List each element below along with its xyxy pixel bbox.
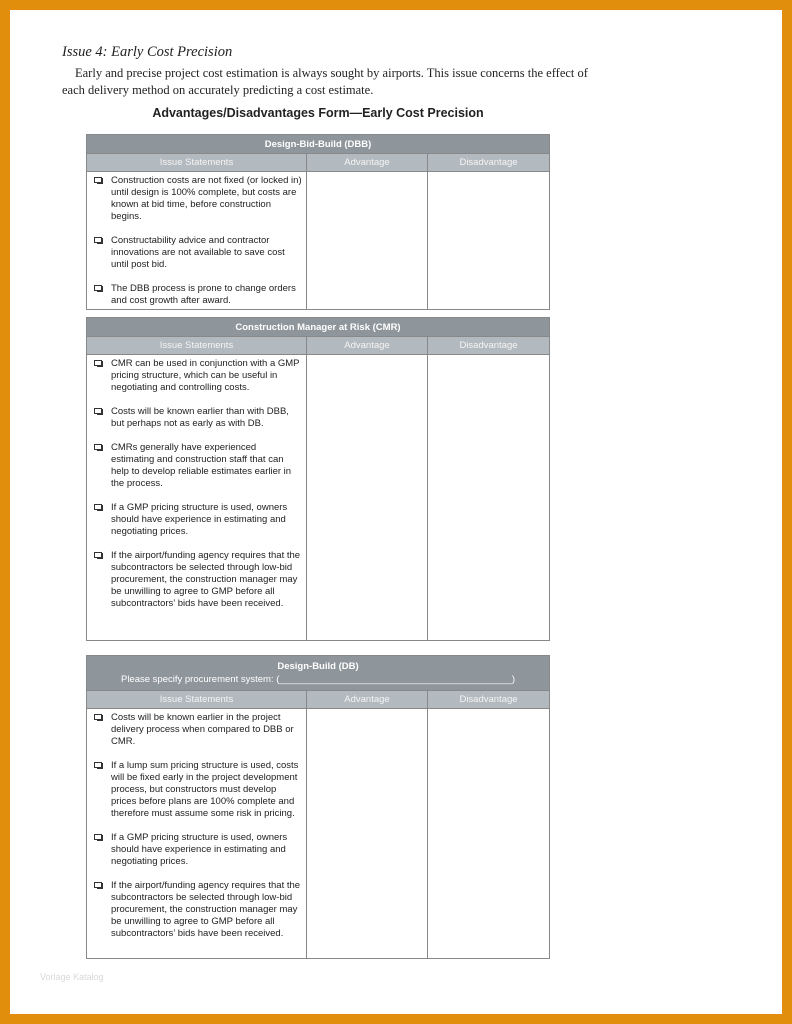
db-table-header	[87, 656, 550, 691]
issue-statements-header: Issue Statements	[87, 154, 307, 172]
checkbox-icon[interactable]	[94, 714, 102, 720]
statement-text: CMR can be used in conjunction with a GMP pricing structure, which can be useful in negotiating and controlling costs.	[111, 358, 300, 393]
statement-item	[92, 760, 302, 820]
checkbox-icon[interactable]	[94, 552, 102, 558]
intro-paragraph: Early and precise project cost estimation is always sought by airports. This issue concerns the effect of each delivery method on accurately predicting a cost estimate.	[62, 66, 588, 97]
issue-statements-header: Issue Statements	[87, 691, 307, 709]
statement-item	[92, 235, 302, 271]
checkbox-icon[interactable]	[94, 504, 102, 510]
statement-text: Costs will be known earlier than with DBB, but perhaps not as early as with DB.	[111, 406, 289, 429]
checkbox-icon[interactable]	[94, 177, 102, 183]
issue-title: Issue 4: Early Cost Precision	[62, 44, 233, 60]
cmr-statements-cell	[87, 355, 307, 641]
issue-statements-header: Issue Statements	[87, 337, 307, 355]
advantage-header: Advantage	[307, 337, 428, 355]
checkbox-icon[interactable]	[94, 444, 102, 450]
statement-text: If a GMP pricing structure is used, owners should have experience in estimating and negotiating prices.	[111, 502, 288, 537]
statement-item	[92, 712, 302, 748]
checkbox-icon[interactable]	[94, 237, 102, 243]
db-disadvantage-cell[interactable]	[428, 709, 550, 959]
statement-item	[92, 550, 302, 610]
statement-text: If the airport/funding agency requires that the subcontractors be selected through low-bid procurement, the construction manager may be unwilling to agree to GMP before all subcontractors’ bids have been received.	[111, 880, 301, 939]
checkbox-icon[interactable]	[94, 762, 102, 768]
db-table-title: Design-Build (DB)	[277, 661, 359, 672]
statement-text: Construction costs are not fixed (or locked in) until design is 100% complete, but costs are known at bid time, before construction begins.	[111, 175, 302, 222]
statement-item	[92, 283, 302, 307]
document-page	[10, 10, 782, 1014]
checkbox-icon[interactable]	[94, 285, 102, 291]
dbb-table	[86, 134, 550, 310]
statement-text: Constructability advice and contractor innovations are not available to save cost until post bid.	[111, 235, 285, 270]
dbb-disadvantage-cell[interactable]	[428, 172, 550, 310]
checkbox-icon[interactable]	[94, 882, 102, 888]
statement-text: If the airport/funding agency requires that the subcontractors be selected through low-bid procurement, the construction manager may be unwilling to agree to GMP before all subcontractors’ bids have been received.	[111, 550, 301, 609]
db-advantage-cell[interactable]	[307, 709, 428, 959]
statement-item	[92, 832, 302, 868]
cmr-table	[86, 317, 550, 641]
disadvantage-header: Disadvantage	[428, 337, 550, 355]
statement-text: If a GMP pricing structure is used, owners should have experience in estimating and negotiating prices.	[111, 832, 288, 867]
statement-text: Costs will be known earlier in the project delivery process when compared to DBB or CMR.	[111, 712, 294, 747]
statement-text: CMRs generally have experienced estimating and construction staff that can help to develop reliable estimates earlier in the process.	[111, 442, 292, 489]
statement-item	[92, 358, 302, 394]
statement-text: The DBB process is prone to change orders and cost growth after award.	[111, 283, 296, 306]
statement-item	[92, 406, 302, 430]
statement-item	[92, 502, 302, 538]
form-title: Advantages/Disadvantages Form—Early Cost Precision	[152, 106, 484, 120]
statement-item	[92, 880, 302, 940]
db-table	[86, 655, 550, 959]
db-statements-cell	[87, 709, 307, 959]
checkbox-icon[interactable]	[94, 360, 102, 366]
watermark: Vorlage Katalog	[40, 972, 104, 982]
cmr-disadvantage-cell[interactable]	[428, 355, 550, 641]
disadvantage-header: Disadvantage	[428, 691, 550, 709]
cmr-table-title: Construction Manager at Risk (CMR)	[87, 318, 550, 337]
checkbox-icon[interactable]	[94, 408, 102, 414]
statement-item	[92, 175, 302, 223]
statement-item	[92, 442, 302, 490]
checkbox-icon[interactable]	[94, 834, 102, 840]
cmr-advantage-cell[interactable]	[307, 355, 428, 641]
dbb-statements-cell	[87, 172, 307, 310]
advantage-header: Advantage	[307, 691, 428, 709]
dbb-table-title: Design-Bid-Build (DBB)	[87, 135, 550, 154]
procurement-system-prompt[interactable]: Please specify procurement system: (____________________________________________)	[120, 674, 516, 685]
advantage-header: Advantage	[307, 154, 428, 172]
dbb-advantage-cell[interactable]	[307, 172, 428, 310]
statement-text: If a lump sum pricing structure is used, costs will be fixed early in the project development process, but constructors must develop prices before plans are 100% complete and therefore must assume some risk in pricing.	[111, 760, 299, 819]
disadvantage-header: Disadvantage	[428, 154, 550, 172]
